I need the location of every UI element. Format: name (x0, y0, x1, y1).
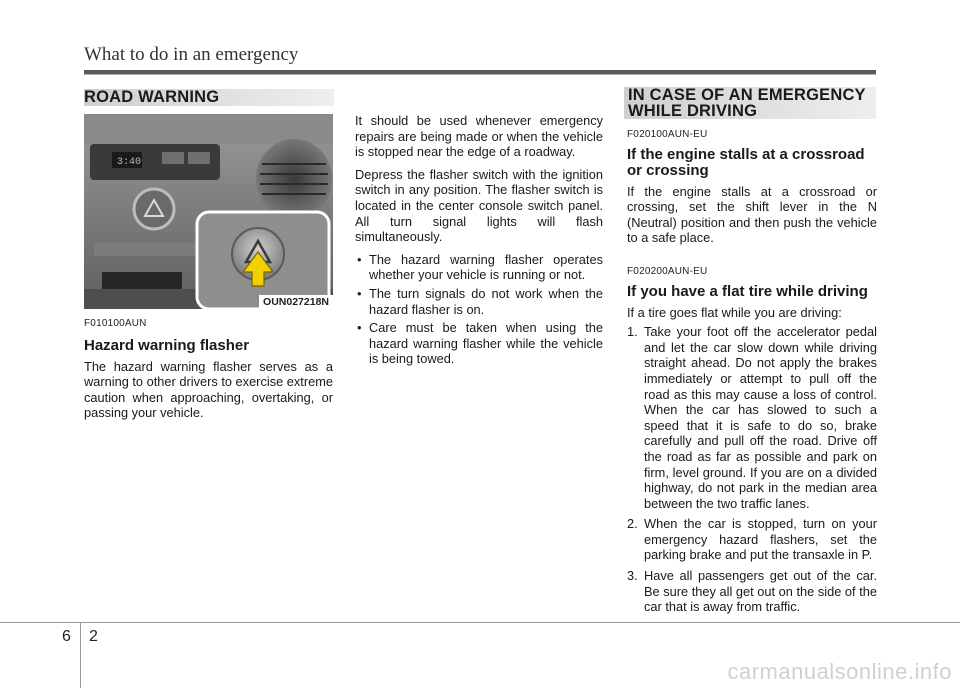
list-item-text: When the car is stopped, turn on your emergency hazard flashers, set the parking brake and put the transaxle in P. (644, 516, 877, 563)
paragraph: Depress the flasher switch with the ignition switch in any position. The flasher switch is located in the center console switch panel. All turn signal lights will flash simultaneously. (355, 166, 603, 245)
paragraph: If the engine stalls at a crossroad or crossing, set the shift lever in the N (Neutral) position and then push the vehicle to a safe place. (627, 183, 877, 246)
list-item: • The hazard warning flasher operates whether your vehicle is running or not. (355, 252, 603, 283)
doc-code: F020200AUN-EU (627, 265, 708, 277)
photo-caption: OUN027218N (259, 295, 333, 309)
dashboard-illustration (84, 114, 333, 309)
footer-rule (0, 622, 960, 623)
list-number: 1. (627, 324, 638, 340)
section-title-text: ROAD WARNING (84, 88, 220, 106)
paragraph: It should be used whenever emergency repairs are being made or when the vehicle is stopped near the edge of a roadway. (355, 113, 603, 160)
section-title-road-warning (84, 89, 219, 105)
list-item-text: Take your foot off the accelerator pedal and let the car slow down while driving straight ahead. Do not apply the brakes immediately or attempt to pull off the road as this may cause a loss of control. When the car has slowed to such a speed that it is safe to do so, brake carefully and pull off the road. Drive off the road as far as possible and park on firm, level ground. If you are on a divided highway, do not park in the median area between the two traffic lanes. (644, 324, 877, 511)
page-header-title: What to do in an emergency (84, 44, 299, 65)
subhead-flat-tire: If you have a flat tire while driving (627, 282, 868, 300)
list-item (627, 568, 877, 615)
section-title-emergency-driving (628, 87, 866, 119)
list-item: • The turn signals do not work when the hazard flasher is on. (355, 286, 603, 317)
section-title-line: WHILE DRIVING (628, 102, 758, 120)
paragraph: The hazard warning flasher serves as a warning to other drivers to exercise extreme caution when approaching, overtaking, or passing your vehicle. (84, 358, 333, 421)
list-item (627, 516, 877, 563)
numbered-list (627, 324, 877, 615)
clock-display: 3:40 (117, 157, 142, 168)
middle-column (355, 113, 603, 370)
list-item (627, 324, 877, 511)
header-rule-thin (84, 74, 876, 75)
right-column (627, 127, 877, 620)
section-title-line: IN CASE OF AN EMERGENCY (628, 86, 866, 104)
watermark: carmanualsonline.info (727, 659, 952, 684)
chapter-number: 6 (62, 628, 71, 645)
doc-code: F010100AUN (84, 318, 147, 329)
list-item: • Care must be taken when using the hazard warning flasher while the vehicle is being towed. (355, 320, 603, 367)
hazard-switch-photo (84, 114, 333, 309)
page-number: 2 (89, 628, 98, 645)
footer-divider (80, 622, 81, 688)
list-number: 2. (627, 516, 638, 532)
bullet-list (355, 252, 603, 367)
doc-code: F020100AUN-EU (627, 129, 708, 140)
subhead-hazard-flasher: Hazard warning flasher (84, 336, 250, 354)
paragraph: If a tire goes flat while you are driving: (627, 304, 842, 320)
subhead-engine-stalls: If the engine stalls at a crossroad or crossing (627, 145, 865, 179)
list-item-text: Have all passengers get out of the car. Be sure they all get out on the side of the car that is away from traffic. (644, 568, 877, 615)
list-number: 3. (627, 568, 638, 584)
left-column (84, 316, 333, 428)
